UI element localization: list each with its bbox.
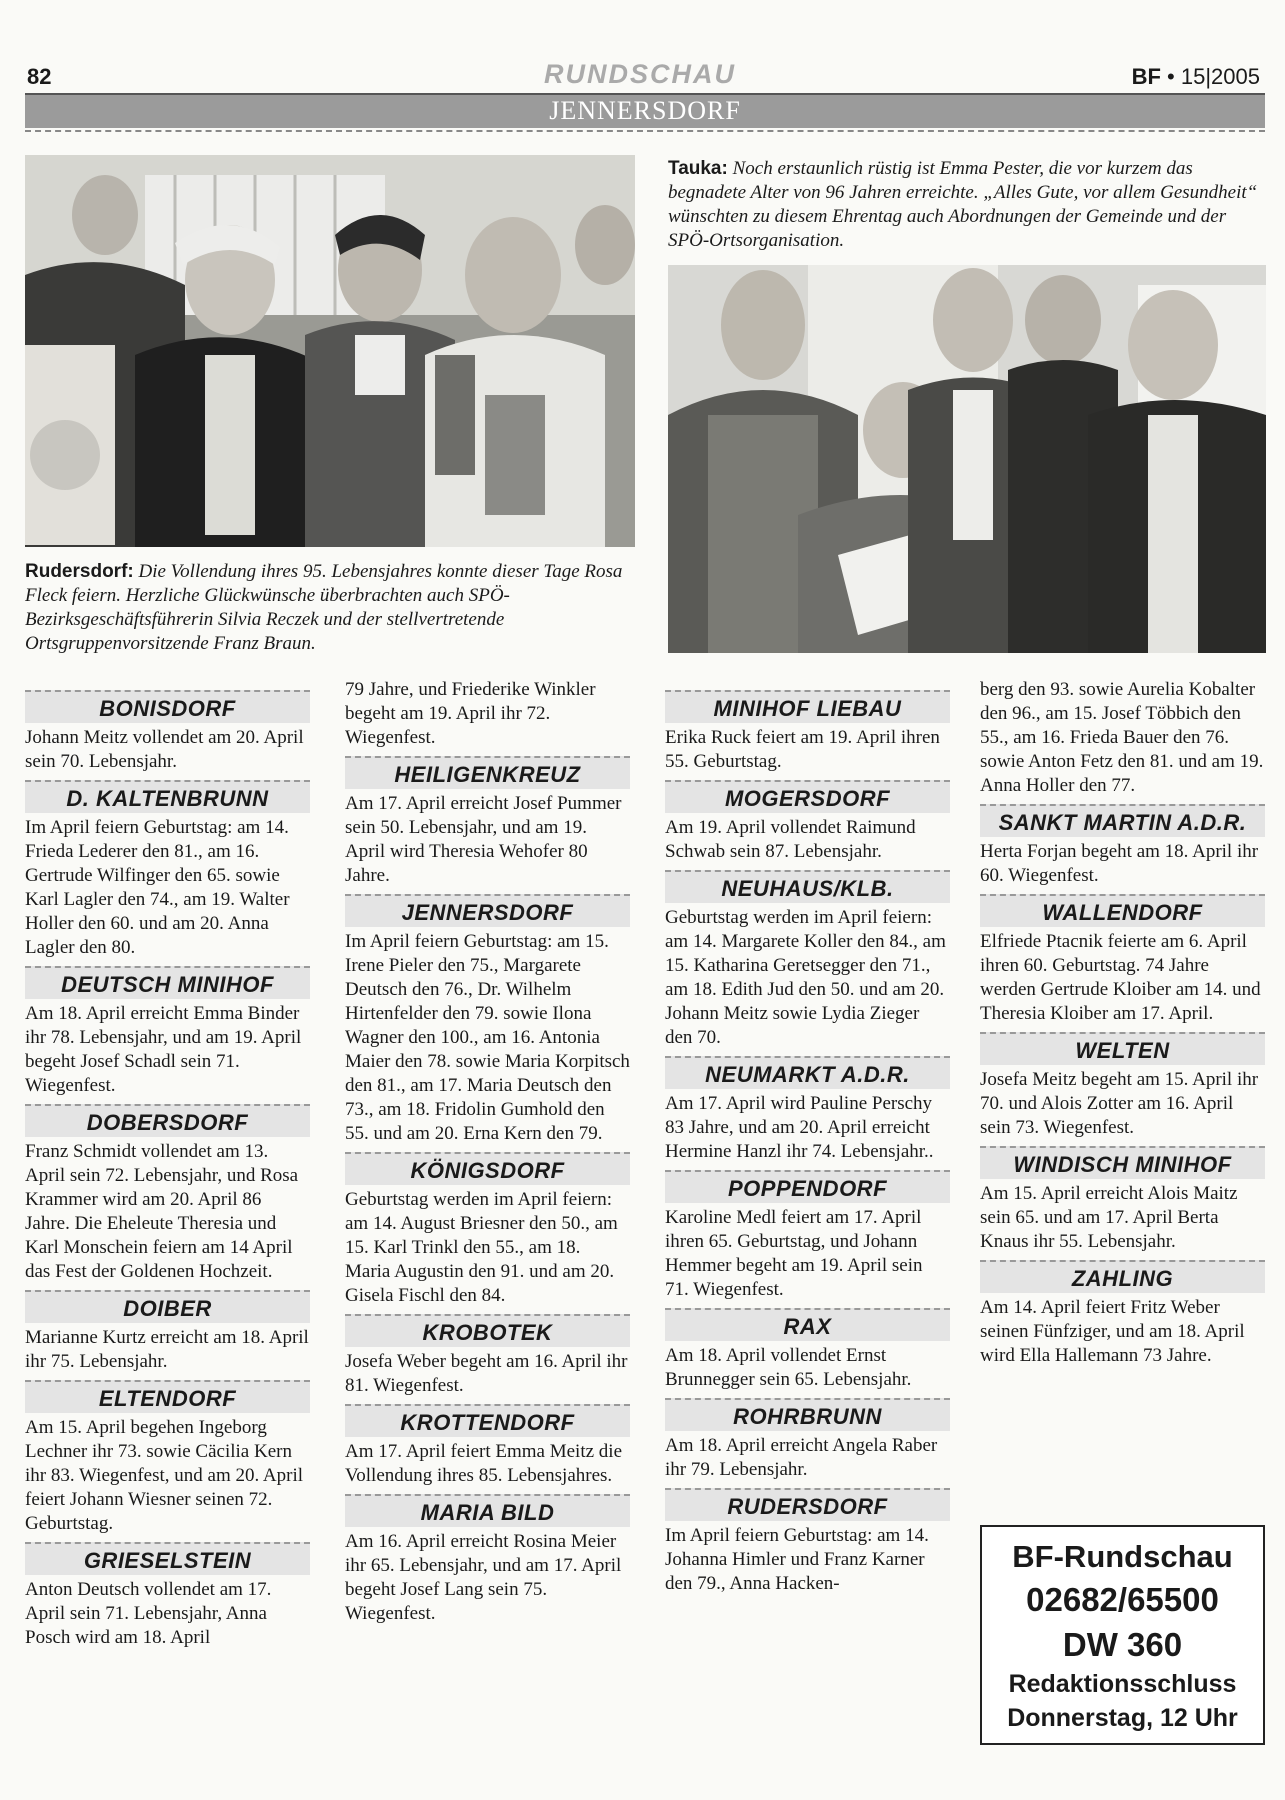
- section-heading: MARIA BILD: [345, 1494, 630, 1527]
- section-heading: JENNERSDORF: [345, 894, 630, 927]
- contact-extension: DW 360: [1062, 1626, 1183, 1663]
- section-heading: RAX: [665, 1308, 950, 1341]
- birthday-section: [665, 1056, 950, 1164]
- section-text: Am 17. April feiert Emma Meitz die Vollendung ihres 85. Lebensjahres.: [345, 1441, 623, 1486]
- birthday-section: [980, 678, 1265, 798]
- section-text: Josefa Weber begeht am 16. April ihr 81. Wiegenfest.: [345, 1351, 628, 1396]
- birthday-section: [665, 1170, 950, 1302]
- birthday-section: [665, 1398, 950, 1482]
- section-heading: DEUTSCH MINIHOF: [25, 966, 310, 999]
- birthday-section: [345, 1314, 630, 1398]
- section-text: Im April feiern Geburtstag: am 14. Johanna Himler und Franz Karner den 79., Anna Hacken-: [665, 1525, 929, 1594]
- birthday-section: [25, 1542, 310, 1650]
- section-heading: MOGERSDORF: [665, 780, 950, 813]
- section-title: RUNDSCHAU: [544, 59, 736, 89]
- section-text: Josefa Meitz begeht am 15. April ihr 70. und Alois Zotter am 16. April sein 73. Wiegenfest.: [980, 1069, 1259, 1138]
- brand-label: BF: [1131, 64, 1161, 89]
- section-heading: KROBOTEK: [345, 1314, 630, 1347]
- section-text: Am 19. April vollendet Raimund Schwab sein 87. Lebensjahr.: [665, 817, 916, 862]
- section-heading: NEUMARKT A.D.R.: [665, 1056, 950, 1089]
- section-heading: WELTEN: [980, 1032, 1265, 1065]
- caption-text: Die Vollendung ihres 95. Lebensjahres konnte dieser Tage Rosa Fleck feiern. Herzliche Glückwünsche überbrachten auch SPÖ-Bezirksgeschäftsführerin Silvia Reczek und der stellvertretende Ortsgruppenvorsitzende Franz Braun.: [25, 561, 623, 654]
- section-text: Erika Ruck feiert am 19. April ihren 55. Geburtstag.: [665, 727, 940, 772]
- birthday-section: [980, 894, 1265, 1026]
- section-text: Karoline Medl feiert am 17. April ihren 65. Geburtstag, und Johann Hemmer begeht am 19. April sein 71. Wiegenfest.: [665, 1207, 923, 1300]
- birthday-section: [25, 966, 310, 1098]
- section-text: berg den 93. sowie Aurelia Kobalter den 96., am 15. Josef Többich den 55., am 16. Frieda Bauer den 76. sowie Anton Fetz den 81. und am 19. Anna Holler den 77.: [980, 679, 1264, 796]
- column-1: [25, 680, 310, 1650]
- section-heading: ROHRBRUNN: [665, 1398, 950, 1431]
- section-text: Am 18. April erreicht Angela Raber ihr 79. Lebensjahr.: [665, 1435, 938, 1480]
- birthday-section: [25, 1104, 310, 1284]
- birthday-section: [345, 1152, 630, 1308]
- caption-text: Noch erstaunlich rüstig ist Emma Pester, die vor kurzem das begnadete Alter von 96 Jahren erreichte. „Alles Gute, vor allem Gesundheit“ wünschten zu diesem Ehrentag auch Abordnungen der Gemeinde und der SPÖ-Ortsorganisation.: [668, 158, 1258, 251]
- issue-info: BF • 15|2005: [1131, 64, 1260, 89]
- section-text: Herta Forjan begeht am 18. April ihr 60. Wiegenfest.: [980, 841, 1259, 886]
- section-text: Geburtstag werden im April feiern: am 14. Margarete Koller den 84., am 15. Katharina Geretsegger den 71., am 18. Edith Jud den 50. und am 20. Johann Meitz sowie Lydia Zieger den 70.: [665, 907, 946, 1048]
- photo-rudersdorf: [25, 155, 635, 547]
- birthday-section: [980, 804, 1265, 888]
- district-banner: [25, 93, 1265, 128]
- birthday-section: [345, 894, 630, 1146]
- section-text: Anton Deutsch vollendet am 17. April sein 71. Lebensjahr, Anna Posch wird am 18. April: [25, 1579, 272, 1648]
- section-heading: D. KALTENBRUNN: [25, 780, 310, 813]
- section-heading: KROTTENDORF: [345, 1404, 630, 1437]
- section-heading: SANKT MARTIN A.D.R.: [980, 804, 1265, 837]
- section-text: Geburtstag werden im April feiern: am 14. August Briesner den 50., am 15. Karl Trinkl den 55., am 18. Maria Augustin den 91. und am 20. Gisela Fischl den 84.: [345, 1189, 618, 1306]
- birthday-section: [345, 1494, 630, 1626]
- header-divider: [25, 130, 1265, 132]
- birthday-section: [25, 1290, 310, 1374]
- section-text: Johann Meitz vollendet am 20. April sein 70. Lebensjahr.: [25, 727, 304, 772]
- section-heading: NEUHAUS/KLB.: [665, 870, 950, 903]
- column-2: [345, 678, 630, 1626]
- section-text: Im April feiern Geburtstag: am 14. Frieda Lederer den 81., am 16. Gertrude Wilfinger den 65. sowie Karl Lagler den 74., am 19. Walter Holler den 60. und am 20. Anna Lagler den 80.: [25, 817, 290, 958]
- section-text: Am 17. April wird Pauline Perschy 83 Jahre, und am 20. April erreicht Hermine Hanzl ihr 74. Lebensjahr..: [665, 1093, 934, 1162]
- birthday-section: [345, 678, 630, 750]
- birthday-section: [665, 1488, 950, 1596]
- birthday-section: [980, 1032, 1265, 1140]
- deadline-day: Donnerstag, 12 Uhr: [1007, 1704, 1238, 1732]
- section-text: Am 14. April feiert Fritz Weber seinen Fünfziger, und am 18. April wird Ella Hallemann 73 Jahre.: [980, 1297, 1245, 1366]
- section-heading: ELTENDORF: [25, 1380, 310, 1413]
- section-heading: DOBERSDORF: [25, 1104, 310, 1137]
- section-heading: WINDISCH MINIHOF: [980, 1146, 1265, 1179]
- section-heading: HEILIGENKREUZ: [345, 756, 630, 789]
- photo-caption-rudersdorf: [25, 560, 635, 656]
- birthday-section: [665, 1308, 950, 1392]
- section-heading: MINIHOF LIEBAU: [665, 690, 950, 723]
- section-text: Am 16. April erreicht Rosina Meier ihr 65. Lebensjahr, und am 17. April begeht Josef Lang sein 75. Wiegenfest.: [345, 1531, 622, 1624]
- section-text: Elfriede Ptacnik feierte am 6. April ihren 60. Geburtstag. 74 Jahre werden Gertrude Kloiber am 14. und Theresia Kloiber am 17. April.: [980, 931, 1261, 1024]
- birthday-section: [665, 870, 950, 1050]
- contact-phone: 02682/65500: [1026, 1581, 1219, 1618]
- section-text: 79 Jahre, und Friederike Winkler begeht am 19. April ihr 72. Wiegenfest.: [345, 679, 596, 748]
- photo-caption-tauka: [668, 157, 1266, 253]
- birthday-section: [980, 1146, 1265, 1254]
- caption-place: Tauka:: [668, 158, 728, 179]
- section-text: Am 15. April erreicht Alois Maitz sein 65. und am 17. April Berta Knaus ihr 55. Lebensjahr.: [980, 1183, 1238, 1252]
- birthday-section: [25, 690, 310, 774]
- section-text: Am 18. April erreicht Emma Binder ihr 78. Lebensjahr, und am 19. April begeht Josef Schadl sein 71. Wiegenfest.: [25, 1003, 302, 1096]
- section-text: Am 18. April vollendet Ernst Brunnegger sein 65. Lebensjahr.: [665, 1345, 912, 1390]
- birthday-section: [25, 780, 310, 960]
- section-text: Marianne Kurtz erreicht am 18. April ihr 75. Lebensjahr.: [25, 1327, 309, 1372]
- birthday-section: [345, 756, 630, 888]
- section-text: Im April feiern Geburtstag: am 15. Irene Pieler den 75., Margarete Deutsch den 76., Dr. Wilhelm Hirtenfelder den 79. sowie Ilona Wagner den 100., am 16. Antonia Maier den 78. sowie Maria Korpitsch den 81., am 17. Maria Deutsch den 73., am 18. Fridolin Gumhold den 55. und am 20. Erna Kern den 79.: [345, 931, 630, 1144]
- section-heading: BONISDORF: [25, 690, 310, 723]
- section-heading: KÖNIGSDORF: [345, 1152, 630, 1185]
- contact-title: BF-Rundschau: [1012, 1539, 1233, 1574]
- district-title: JENNERSDORF: [549, 96, 741, 125]
- birthday-section: [25, 1380, 310, 1536]
- contact-box: [980, 1525, 1265, 1745]
- section-heading: WALLENDORF: [980, 894, 1265, 927]
- caption-place: Rudersdorf:: [25, 561, 134, 582]
- section-text: Am 17. April erreicht Josef Pummer sein 50. Lebensjahr, und am 19. April wird Theresia Wehofer 80 Jahre.: [345, 793, 622, 886]
- birthday-section: [980, 1260, 1265, 1368]
- birthday-section: [665, 780, 950, 864]
- photo-tauka: [668, 265, 1266, 653]
- page-number: 82: [27, 64, 52, 89]
- birthday-section: [665, 690, 950, 774]
- section-heading: DOIBER: [25, 1290, 310, 1323]
- issue-number: 15|2005: [1180, 64, 1260, 89]
- section-text: Am 15. April begehen Ingeborg Lechner ihr 73. sowie Cäcilia Kern ihr 83. Wiegenfest, und am 20. April feiert Johann Wiesner seinen 72. Geburtstag.: [25, 1417, 304, 1534]
- section-heading: ZAHLING: [980, 1260, 1265, 1293]
- birthday-section: [345, 1404, 630, 1488]
- section-heading: POPPENDORF: [665, 1170, 950, 1203]
- section-heading: RUDERSDORF: [665, 1488, 950, 1521]
- deadline-label: Redaktionsschluss: [1008, 1670, 1237, 1698]
- column-4: [980, 678, 1265, 1368]
- section-text: Franz Schmidt vollendet am 13. April sein 72. Lebensjahr, und Rosa Krammer wird am 20. April 86 Jahre. Die Eheleute Theresia und Karl Monschein feiern am 14 April das Fest der Goldenen Hochzeit.: [25, 1141, 299, 1282]
- section-heading: GRIESELSTEIN: [25, 1542, 310, 1575]
- column-3: [665, 680, 950, 1596]
